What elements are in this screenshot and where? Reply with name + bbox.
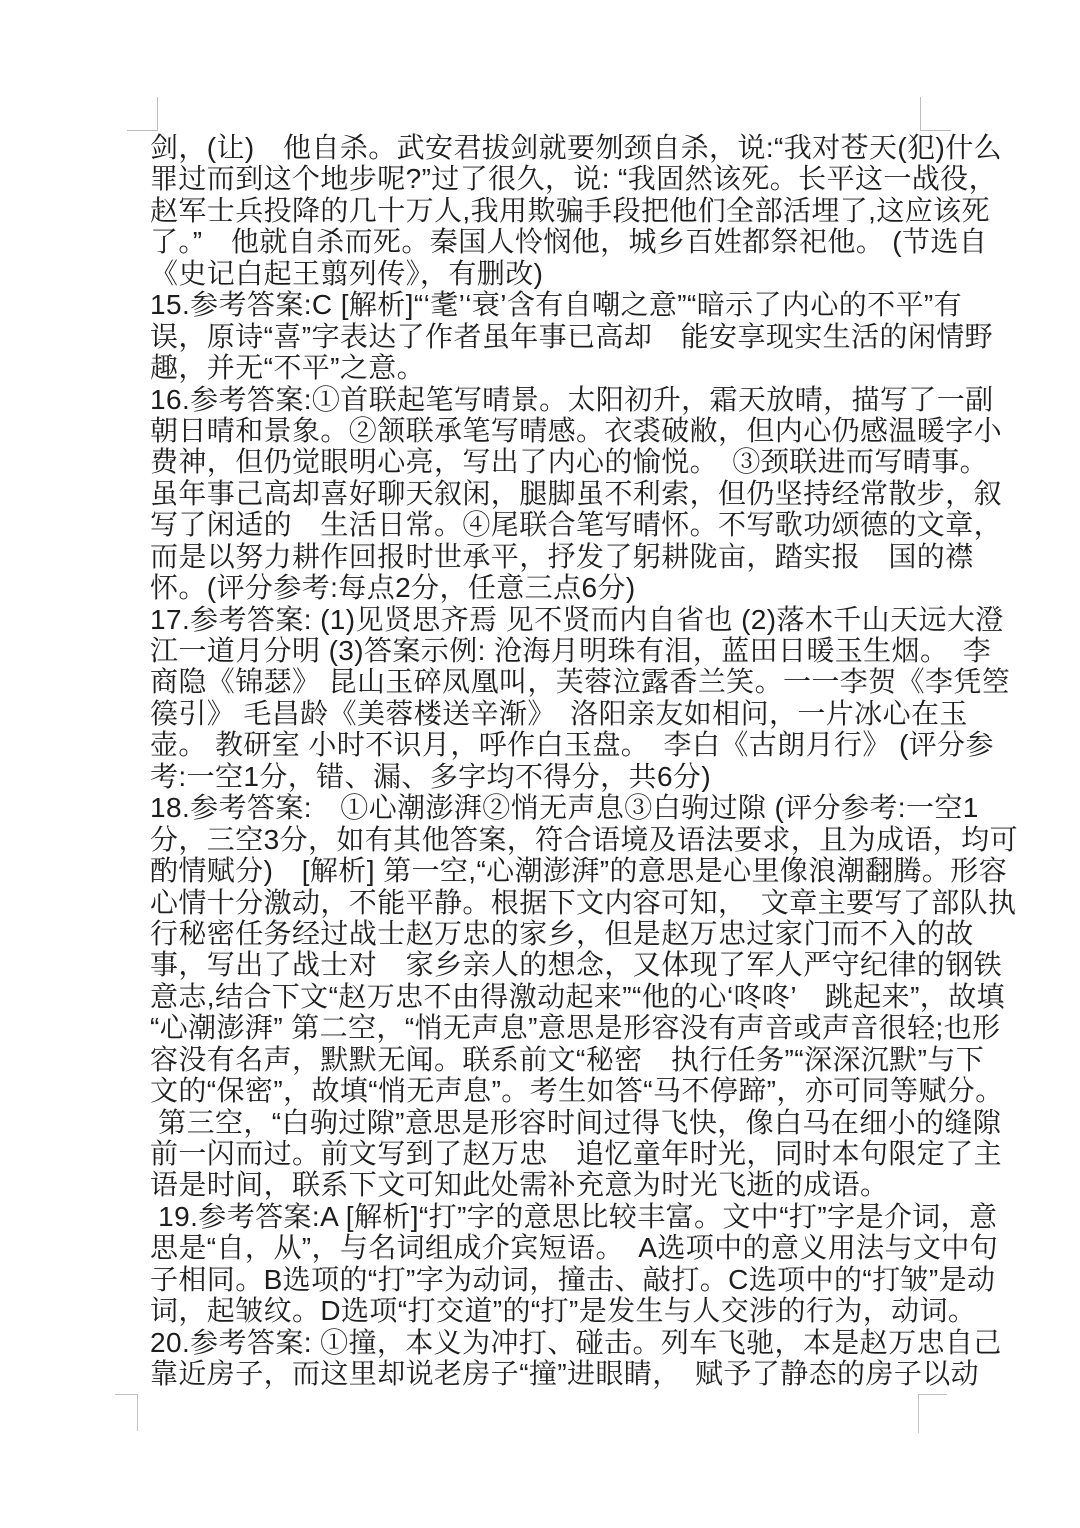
text-line: 文的“保密”，故填“悄无声息”。考生如答“马不停蹄”，亦可同等赋分。 — [150, 1075, 1004, 1107]
crop-corner-top-right — [920, 97, 951, 131]
document-text-block — [150, 132, 1018, 1390]
text-line: 篌引》 毛昌龄《美蓉楼送辛渐》 洛阳亲友如相问，一片冰心在玉 — [150, 697, 968, 729]
crop-corner-bottom-left — [115, 1394, 138, 1431]
text-line: 容没有名声，默默无闻。联系前文“秘密 执行任务”“深深沉默”与下 — [150, 1043, 985, 1075]
text-line: 意志,结合下文“赵万忠不由得激动起来”“他的心‘咚咚’ 跳起来”，故填 — [150, 980, 1006, 1012]
text-line: 怀。(评分参考:每点2分，任意三点6分) — [150, 572, 636, 604]
text-line: 罪过而到这个地步呢?”过了很久，说: “我固然该死。长平这一战役， — [150, 163, 997, 195]
crop-corner-top-left — [127, 97, 158, 131]
text-line: 分，三空3分，如有其他答案，符合语境及语法要求，且为成语，均可 — [150, 823, 1018, 855]
text-line: 语是时间，联系下文可知此处需补充意为时光飞逝的成语。 — [150, 1169, 889, 1201]
text-line: 17.参考答案: (1)见贤思齐焉 见不贤而内自省也 (2)落木千山天远大澄 — [150, 603, 1004, 635]
text-line: 趣，并无“不平”之意。 — [150, 352, 426, 384]
text-line: 第三空，“白驹过隙”意思是形容时间过得飞快，像白马在细小的缝隙 — [150, 1106, 1002, 1138]
text-line: “心潮澎湃” 第二空，“悄无声息”意思是形容没有声音或声音很轻;也形 — [150, 1012, 1001, 1044]
text-line: 壶。 教研室 小时不识月，呼作白玉盘。 李白《古朗月行》 (评分参 — [150, 729, 994, 761]
text-line: 剑，(让) 他自杀。武安君拔剑就要刎颈自杀，说:“我对苍天(犯)什么 — [150, 132, 1003, 163]
text-line: 靠近房子，而这里却说老房子“撞”进眼睛， 赋予了静态的房子以动 — [150, 1358, 980, 1390]
text-line: 15.参考答案:C [解析]“‘耄’‘衰’含有自嘲之意”“暗示了内心的不平”有 — [150, 289, 963, 321]
text-line: 了。” 他就自杀而死。秦国人怜悯他，城乡百姓都祭祀他。 (节选自 — [150, 226, 988, 258]
text-line: 误，原诗“喜”字表达了作者虽年事已高却 能安享现实生活的闲情野 — [150, 320, 994, 352]
text-line: 考:一空1分，错、漏、多字均不得分，共6分) — [150, 760, 712, 792]
text-line: 赵军士兵投降的几十万人,我用欺骗手段把他们全部活埋了,这应该死 — [150, 194, 990, 226]
text-line: 而是以努力耕作回报时世承平，抒发了躬耕陇亩，踏实报 国的襟 — [150, 540, 974, 572]
text-line: 19.参考答案:A [解析]“打”字的意思比较丰富。文中“打”字是介词，意 — [150, 1200, 998, 1232]
text-line: 商隐《锦瑟》 昆山玉碎凤凰叫，芙蓉泣露香兰笑。一一李贺《李凭箜 — [150, 666, 1011, 698]
text-line: 行秘密任务经过战士赵万忠的家乡，但是赵万忠过家门而不入的故 — [150, 917, 974, 949]
text-line: 《史记白起王翦列传》，有删改) — [150, 257, 544, 289]
crop-corner-bottom-right — [918, 1394, 947, 1433]
text-line: 20.参考答案: ①撞，本义为冲打、碰击。列车飞驰，本是赵万忠自己 — [150, 1326, 1002, 1358]
text-line: 事，写出了战士对 家乡亲人的想念，又体现了军人严守纪律的钢铁 — [150, 949, 1003, 981]
text-line: 18.参考答案: ①心潮澎湃②悄无声息③白驹过隙 (评分参考:一空1 — [150, 792, 979, 824]
text-line: 前一闪而过。前文写到了赵万忠 追忆童年时光，同时本句限定了主 — [150, 1138, 1003, 1169]
text-line: 16.参考答案:①首联起笔写晴景。太阳初升，霜天放晴，描写了一副 — [150, 383, 994, 415]
text-line: 写了闲适的 生活日常。④尾联合笔写晴怀。不写歌功颂德的文章， — [150, 509, 1003, 541]
text-line: 子相同。B选项的“打”字为动词，撞击、敲打。C选项中的“打皱”是动 — [150, 1263, 996, 1295]
text-line: 思是“自，从”，与名词组成介宾短语。 A选项中的意义用法与文中句 — [150, 1232, 999, 1264]
text-line: 江一道月分明 (3)答案示例: 沧海月明珠有泪，蓝田日暖玉生烟。 李 — [150, 635, 992, 666]
text-line: 词，起皱纹。D选项“打交道”的“打”是发生与人交涉的行为，动词。 — [150, 1295, 977, 1327]
text-line: 酌情赋分) [解析] 第一空,“心潮澎湃”的意思是心里像浪潮翻腾。形容 — [150, 855, 1008, 887]
text-line: 费神，但仍觉眼明心亮，写出了内心的愉悦。 ③颈联进而写晴事。 — [150, 446, 989, 478]
text-line: 虽年事己高却喜好聊天叙闲，腿脚虽不利索，但仍坚持经常散步，叙 — [150, 477, 1003, 509]
text-line: 朝日晴和景象。②颔联承笔写晴感。衣裘破敝，但内心仍感温暖字小 — [150, 414, 1003, 446]
text-line: 心情十分激动，不能平静。根据下文内容可知， 文章主要写了部队执 — [150, 886, 1017, 918]
